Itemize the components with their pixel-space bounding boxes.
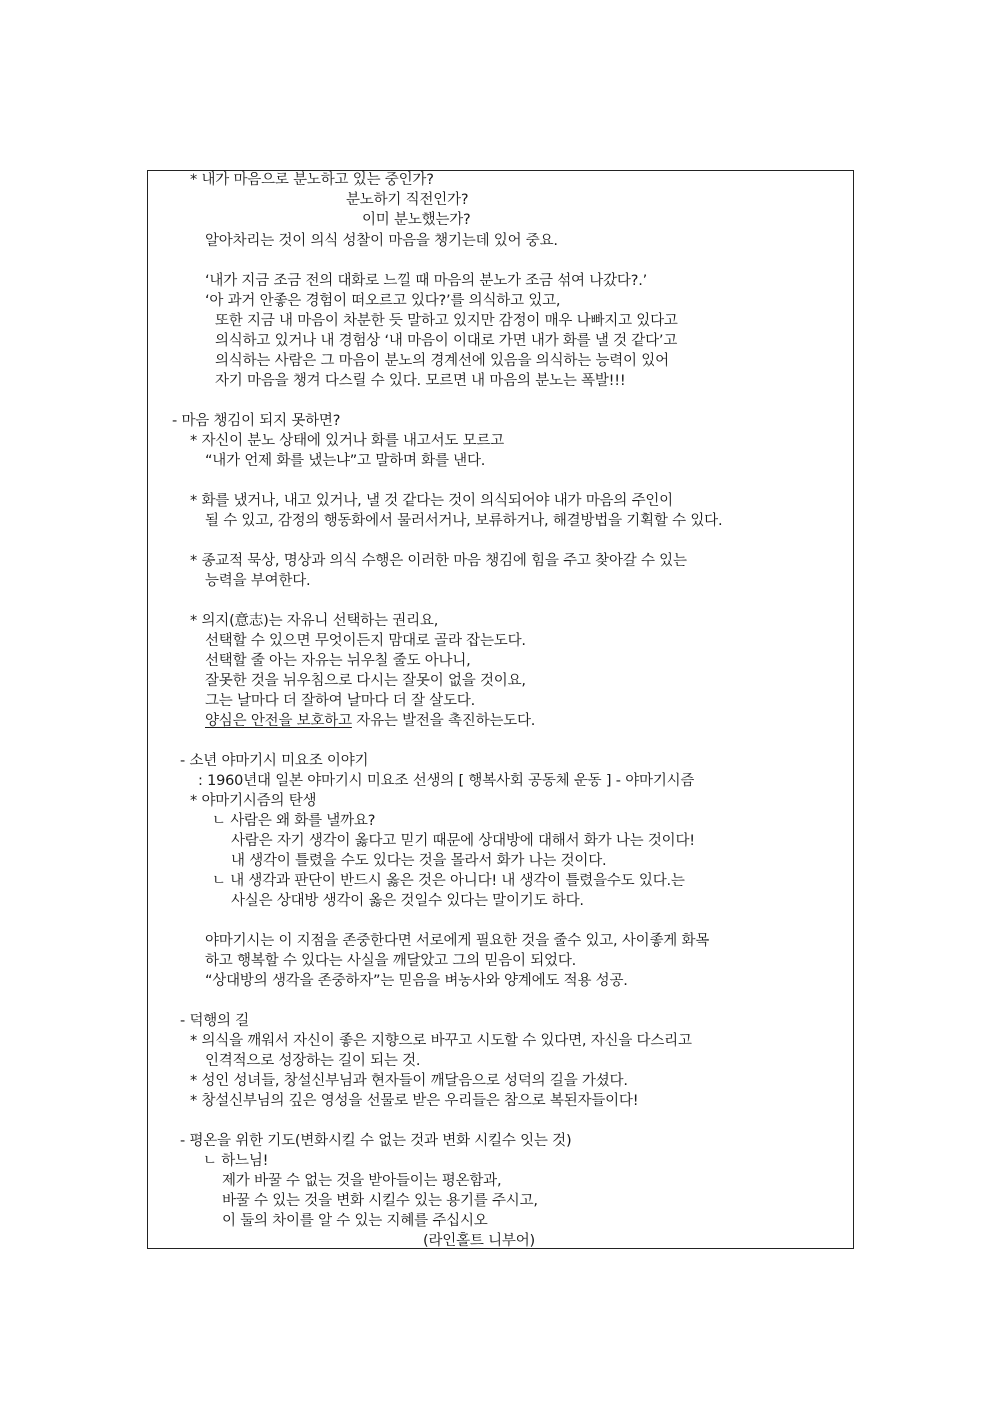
verse-line-rest: 자유는 발전을 촉진하는도다. bbox=[351, 713, 536, 729]
intro-question-3: 이미 분노했는가? bbox=[362, 212, 471, 228]
bullet-line: 인격적으로 성장하는 길이 되는 것. bbox=[205, 1053, 421, 1069]
verse-line: * 의지(意志)는 자유니 선택하는 권리요, bbox=[190, 613, 439, 629]
intro-paragraph-line: 또한 지금 내 마음이 차분한 듯 말하고 있지만 감정이 매우 나빠지고 있다고 bbox=[215, 313, 678, 329]
intro-question-1: * 내가 마음으로 분노하고 있는 중인가? bbox=[190, 172, 434, 188]
bullet-line: * 의식을 깨워서 자신이 좋은 지향으로 바꾸고 시도할 수 있다면, 자신을 다스리고 bbox=[190, 1033, 692, 1049]
verse-line: 선택할 줄 아는 자유는 뉘우칠 줄도 아나니, bbox=[205, 653, 471, 669]
section-heading-virtue: - 덕행의 길 bbox=[180, 1013, 250, 1029]
sub-bullet-line: ㄴ 하느님! bbox=[203, 1153, 269, 1169]
attribution: (라인홀트 니부어) bbox=[423, 1233, 535, 1249]
verse-line: 그는 날마다 더 잘하여 날마다 더 잘 살도다. bbox=[205, 693, 475, 709]
verse-line: 잘못한 것을 뉘우침으로 다시는 잘못이 없을 것이요, bbox=[205, 673, 526, 689]
intro-paragraph-line: ‘아 과거 안좋은 경험이 떠오르고 있다?’를 의식하고 있고, bbox=[205, 293, 561, 309]
sub-bullet-line: ㄴ 내 생각과 판단이 반드시 옳은 것은 아니다! 내 생각이 틀렸을수도 있다.는 bbox=[212, 873, 685, 889]
bullet-line: * 자신이 분노 상태에 있거나 화를 내고서도 모르고 bbox=[190, 433, 505, 449]
bullet-line: * 종교적 묵상, 명상과 의식 수행은 이러한 마음 챙김에 힘을 주고 찾아갈 수 있는 bbox=[190, 553, 687, 569]
prayer-line: 제가 바꿀 수 없는 것을 받아들이는 평온함과, bbox=[222, 1173, 502, 1189]
bullet-line: “내가 언제 화를 냈는냐”고 말하며 화를 낸다. bbox=[205, 453, 486, 469]
section-heading-yamagishi: - 소년 야마기시 미요조 이야기 bbox=[180, 753, 369, 769]
intro-paragraph-line: 의식하고 있거나 내 경험상 ‘내 마음이 이대로 가면 내가 화를 낼 것 같다’고 bbox=[215, 333, 678, 349]
section-subheading: : 1960년대 일본 야마기시 미요조 선생의 [ 행복사회 공동체 운동 ] - 야마기시즘 bbox=[198, 773, 695, 789]
intro-paragraph-line: 의식하는 사람은 그 마음이 분노의 경계선에 있음을 의식하는 능력이 있어 bbox=[215, 353, 669, 369]
bullet-line: 능력을 부여한다. bbox=[205, 573, 311, 589]
verse-line: 선택할 수 있으면 무엇이든지 맘대로 골라 잡는도다. bbox=[205, 633, 526, 649]
intro-summary: 알아차리는 것이 의식 성찰이 마음을 챙기는데 있어 중요. bbox=[205, 233, 558, 249]
intro-paragraph-line: 자기 마음을 챙겨 다스릴 수 있다. 모르면 내 마음의 분노는 폭발!!! bbox=[215, 373, 626, 389]
sub-bullet-text: 내 생각이 틀렸을 수도 있다는 것을 몰라서 화가 나는 것이다. bbox=[231, 853, 607, 869]
sub-bullet-line: ㄴ 사람은 왜 화를 낼까요? bbox=[212, 813, 376, 829]
bullet-line: * 성인 성녀들, 창설신부님과 현자들이 깨달음으로 성덕의 길을 가셨다. bbox=[190, 1073, 628, 1089]
intro-paragraph-line: ‘내가 지금 조금 전의 대화로 느낄 때 마음의 분노가 조금 섞여 나갔다?.’ bbox=[205, 273, 648, 289]
prayer-line: 바꿀 수 있는 것을 변화 시킬수 있는 용기를 주시고, bbox=[222, 1193, 538, 1209]
paragraph-line: 야마기시는 이 지점을 존중한다면 서로에게 필요한 것을 줄수 있고, 사이좋게 화목 bbox=[205, 933, 710, 949]
section-heading-serenity-prayer: - 평온을 위한 기도(변화시킬 수 없는 것과 변화 시킬수 잇는 것) bbox=[180, 1133, 572, 1149]
paragraph-line: “상대방의 생각을 존중하자”는 믿음을 벼농사와 양계에도 적용 성공. bbox=[205, 973, 628, 989]
sub-bullet-text: 사실은 상대방 생각이 옳은 것일수 있다는 말이기도 하다. bbox=[231, 893, 584, 909]
bullet-line: 될 수 있고, 감정의 행동화에서 물러서거나, 보류하거나, 해결방법을 기획할 수 있다. bbox=[205, 513, 723, 529]
sub-bullet-text: 사람은 자기 생각이 옳다고 믿기 때문에 상대방에 대해서 화가 나는 것이다! bbox=[231, 833, 695, 849]
section-heading-mindfulness-failure: - 마음 챙김이 되지 못하면? bbox=[172, 413, 341, 429]
prayer-line: 이 둘의 차이를 알 수 있는 지혜를 주십시오 bbox=[222, 1213, 488, 1229]
underlined-phrase: 양심은 안전을 보호하고 bbox=[205, 713, 352, 729]
bullet-line: * 화를 냈거나, 내고 있거나, 낼 것 같다는 것이 의식되어야 내가 마음의 주인이 bbox=[190, 493, 673, 509]
paragraph-line: 하고 행복할 수 있다는 사실을 깨달았고 그의 믿음이 되었다. bbox=[205, 953, 577, 969]
bullet-line: * 창설신부님의 깊은 영성을 선물로 받은 우리들은 참으로 복된자들이다! bbox=[190, 1093, 639, 1109]
verse-line-final bbox=[205, 711, 535, 731]
intro-question-2: 분노하기 직전인가? bbox=[346, 192, 469, 208]
bullet-line: * 야마기시즘의 탄생 bbox=[190, 793, 317, 809]
